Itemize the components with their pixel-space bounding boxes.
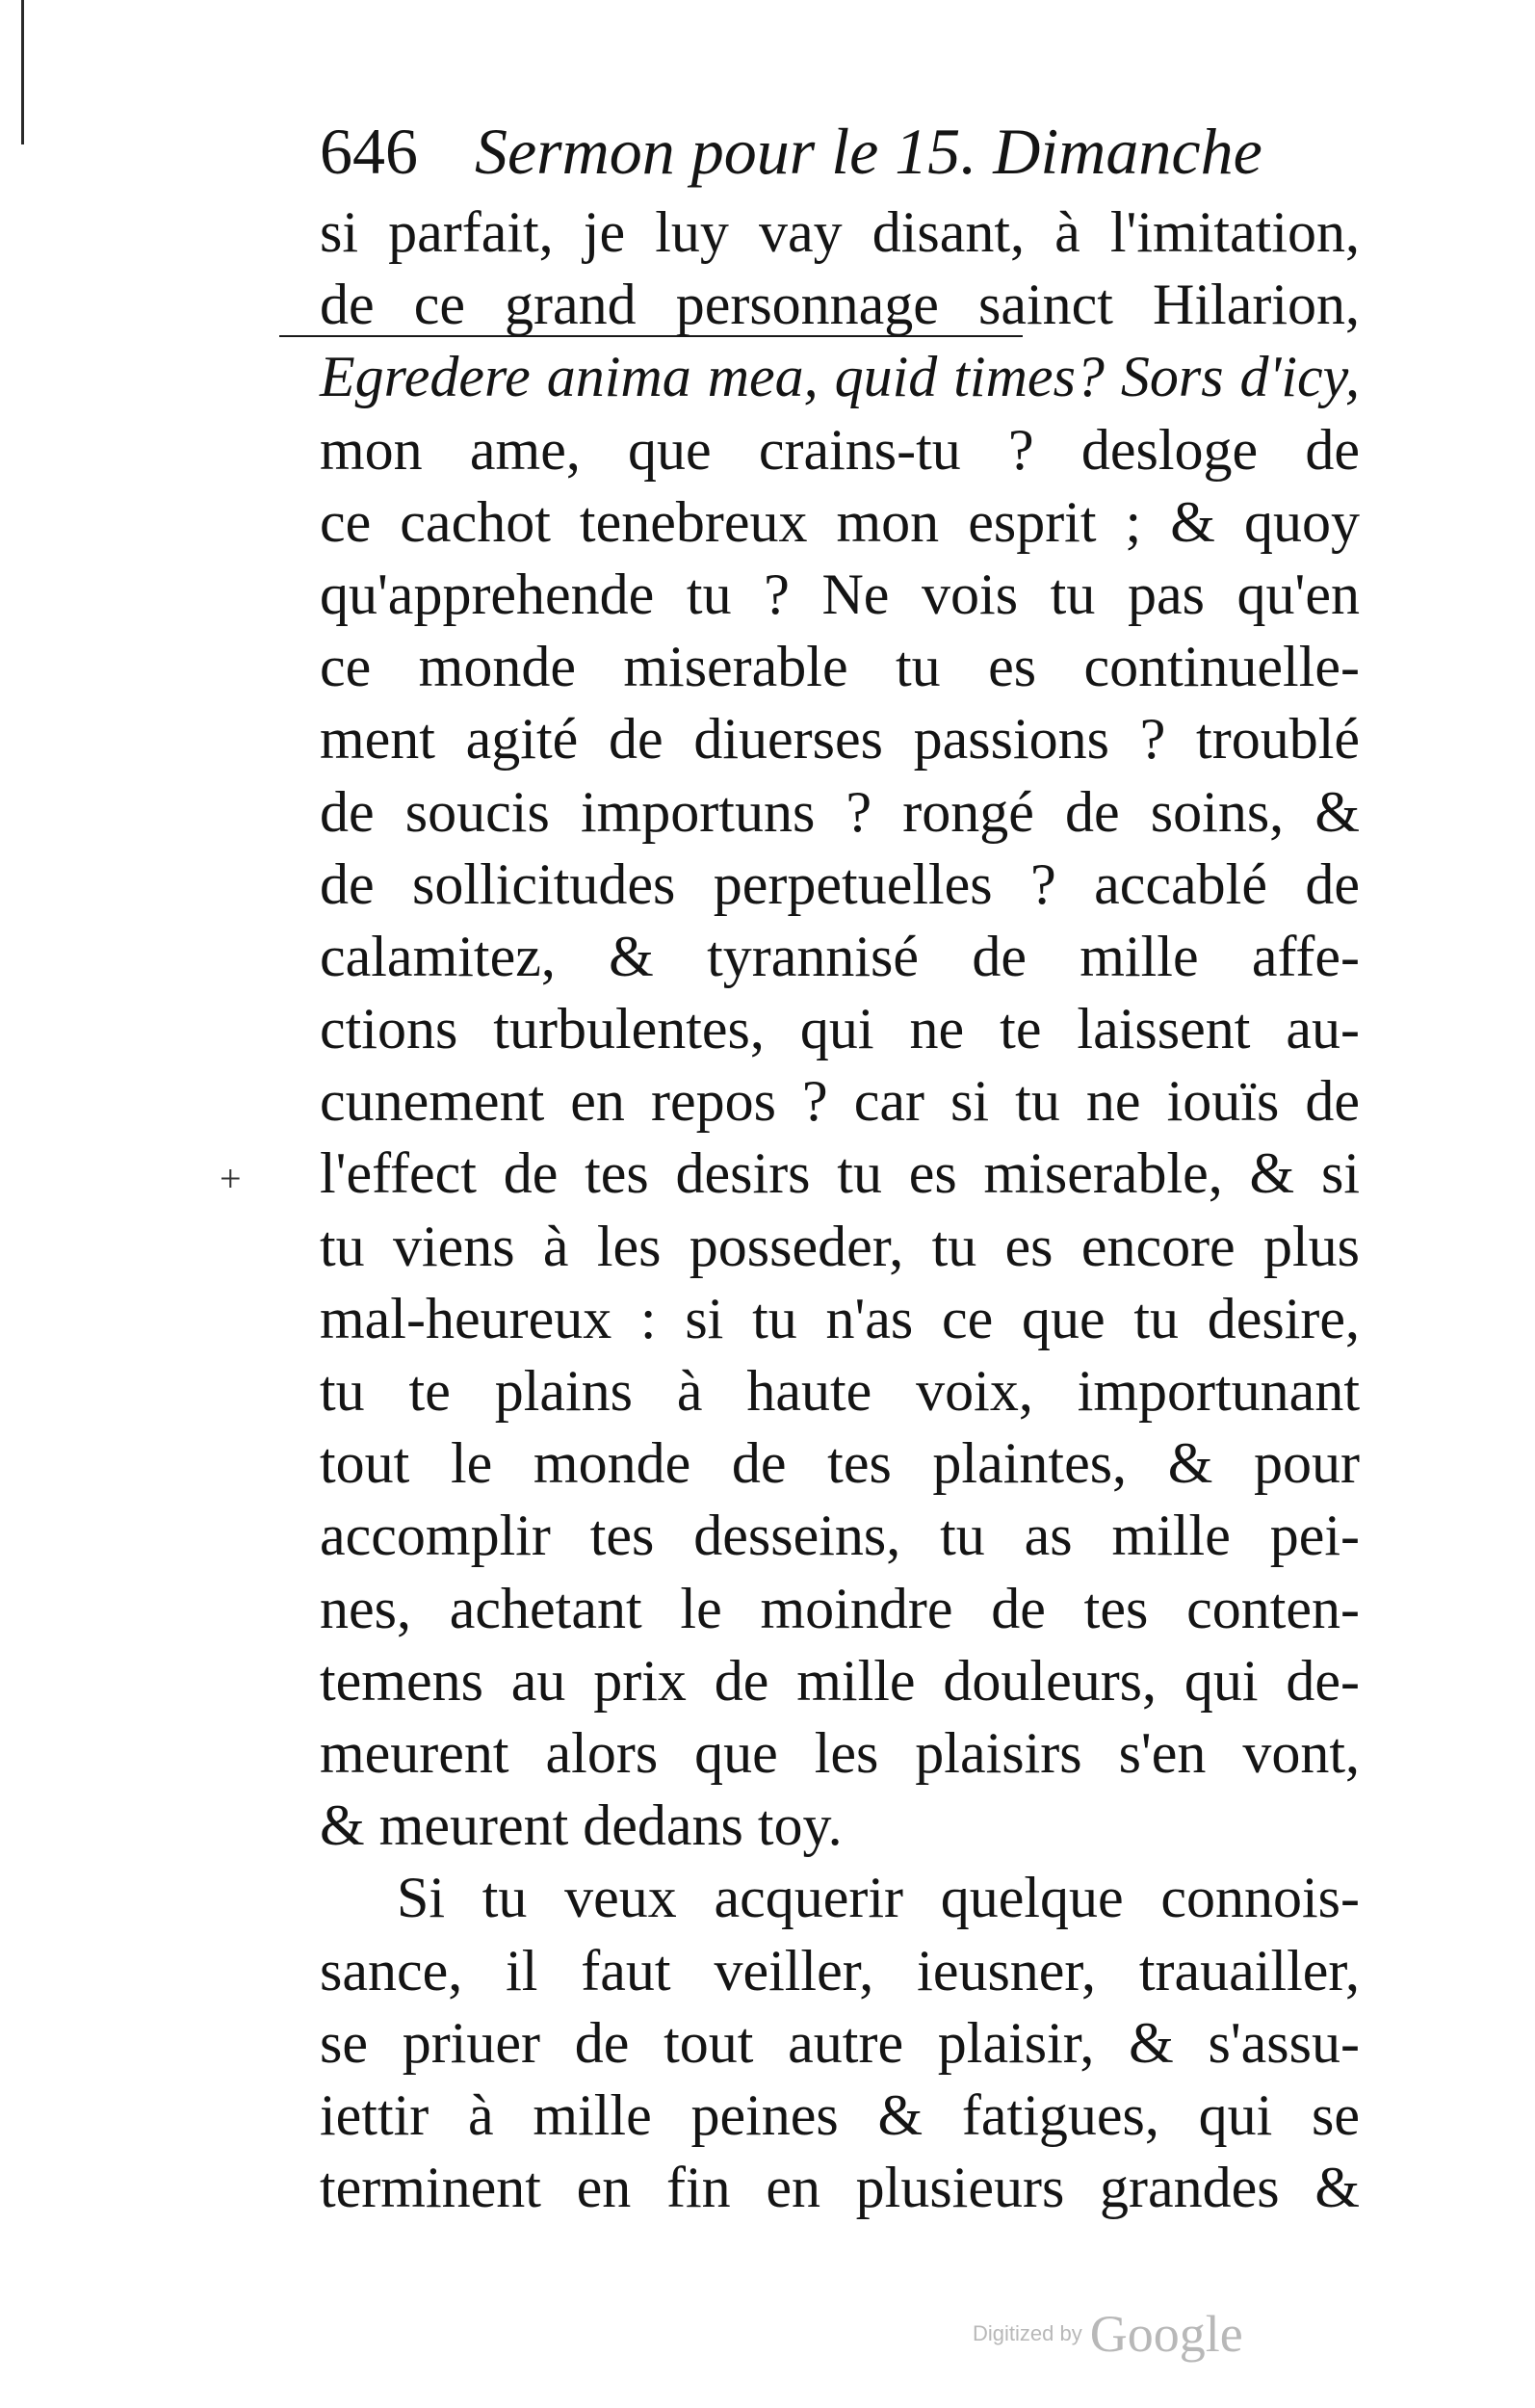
text-line: Egredere anima mea, quid times? Sors d'icy, <box>320 345 1360 409</box>
text-line: de ce grand personnage sainct Hilarion, <box>320 273 1360 337</box>
text-line: ce monde miserable tu es continuelle- <box>320 635 1360 699</box>
text-line: mal-heureux : si tu n'as ce que tu desire, <box>320 1286 1360 1350</box>
text-line: si parfait, je luy vay disant, à l'imitation, <box>320 200 1360 264</box>
text-line: temens au prix de mille douleurs, qui de- <box>320 1648 1360 1713</box>
running-header <box>320 108 1389 195</box>
text-line: qu'apprehende tu ? Ne vois tu pas qu'en <box>320 562 1360 626</box>
google-logo: Google <box>1089 2305 1243 2363</box>
text-line: & meurent dedans toy. <box>320 1793 843 1858</box>
text-line: sance, il faut veiller, ieusner, trauailler, <box>320 1938 1360 2002</box>
text-line: calamitez, & tyrannisé de mille affe- <box>320 924 1360 988</box>
text-line: ce cachot tenebreux mon esprit ; & quoy <box>320 489 1360 554</box>
text-line: de soucis importuns ? rongé de soins, & <box>320 779 1360 844</box>
text-line: Si tu veux acquerir quelque connois- <box>397 1866 1360 1930</box>
text-line: de sollicitudes perpetuelles ? accablé de <box>320 851 1360 916</box>
text-line: iettir à mille peines & fatigues, qui se <box>320 2082 1360 2147</box>
digitized-by-label: Digitized by <box>973 2321 1082 2345</box>
text-line: nes, achetant le moindre de tes conten- <box>320 1576 1360 1640</box>
digitized-watermark <box>973 2304 1243 2364</box>
text-line: terminent en fin en plusieurs grandes & <box>320 2156 1360 2220</box>
text-line: tu te plains à haute voix, importunant <box>320 1359 1360 1423</box>
page-number: 646 <box>320 115 418 188</box>
text-line: meurent alors que les plaisirs s'en vont, <box>320 1720 1360 1785</box>
text-line: tu viens à les posseder, tu es encore plus <box>320 1214 1360 1278</box>
text-line: cunement en repos ? car si tu ne iouïs de <box>320 1069 1360 1134</box>
running-title: Sermon pour le 15. Dimanche <box>475 115 1262 188</box>
text-line: ctions turbulentes, qui ne te laissent au- <box>320 997 1360 1061</box>
text-line: se priuer de tout autre plaisir, & s'assu- <box>320 2010 1360 2075</box>
text-line: tout le monde de tes plaintes, & pour <box>320 1431 1360 1496</box>
text-line: accomplir tes desseins, tu as mille pei- <box>320 1504 1360 1568</box>
text-line: mon ame, que crains-tu ? desloge de <box>320 417 1360 482</box>
body-text <box>320 196 1360 2224</box>
margin-mark: + <box>220 1157 242 1200</box>
text-line: l'effect de tes desirs tu es miserable, & si <box>320 1141 1360 1206</box>
binding-edge <box>21 0 24 144</box>
text-line: ment agité de diuerses passions ? troublé <box>320 707 1360 772</box>
